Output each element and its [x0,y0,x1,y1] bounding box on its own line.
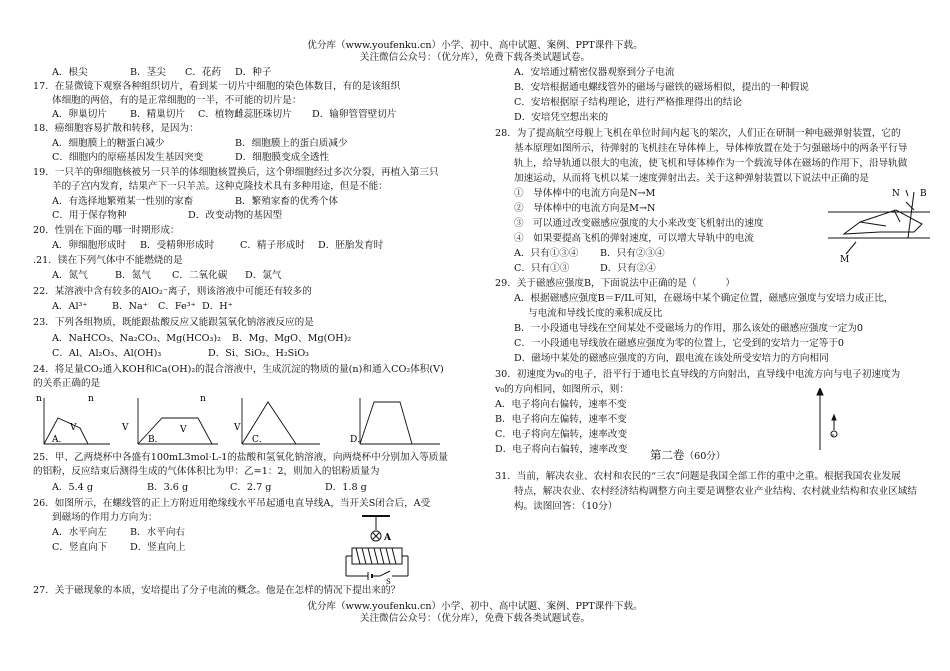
q19-option-b: B．繁殖家畜的优秀个体 [235,196,338,207]
q26-stem-2: 到磁场的作用力方向为： [52,512,158,523]
q24-graph-b-axis-v2: V [180,425,187,435]
q25-option-c: C．2.7 g [230,482,272,493]
q30-option-b: B．电子将向左偏转，速率不变 [495,414,627,425]
q28-stem-4: 加速运动，从而将飞机以某一速度弹射出去。关于这种弹射装置以下说法中正确的是 [514,173,869,184]
q22-option-b: B．Na⁺ [112,301,148,312]
q30-electron-label: e [832,432,835,437]
q17-option-d: D．输卵管管壁切片 [312,109,397,120]
q29-option-a-1: A．根据磁感应强度B＝F/IL可知，在磁场中某个确定位置，磁感应强度与安培力成正比， [514,293,894,304]
q26-wire-label: A [384,533,391,543]
q27-option-a: A．安培通过精密仪器观察到分子电流 [514,67,675,78]
q28-label-m: M [840,255,850,265]
q30-option-d: D．电子将向右偏转，速率改变 [495,444,628,455]
q16-option-a: A．根尖 [52,67,88,78]
q28-item-4: ④ 如果要提高飞机的弹射速度，可以增大导轨中的电流 [514,233,754,244]
q28-option-b: B．只有②③④ [600,248,665,259]
q17-option-c: C．植物雌蕊胚珠切片 [198,109,292,120]
q29-option-b: B．一小段通电导线在空间某处不受磁场力的作用，那么该处的磁感应强度一定为0 [514,323,863,334]
q26-stem-1: 26．如图所示，在螺线管的正上方附近用绝缘线水平吊起通电直导线A，当开关S闭合后，A受 [33,498,431,509]
q23-stem: 23．下列各组物质，既能跟盐酸反应又能跟氢氧化钠溶液反应的是 [33,317,314,328]
q31-stem-1: 31．当前，解决农业、农村和农民的“三农”问题是我国全部工作的重中之重。根据我国农业发展 [495,471,901,482]
q21-option-a: A．氮气 [52,270,88,281]
part2-title [650,450,726,462]
q27-stem: 27．关于磁现象的本质，安培提出了分子电流的概念。他是在怎样的情况下提出来的？ [33,585,401,596]
q28-label-b: B [920,189,927,199]
q28-stem-2: 基本原理如图所示，待弹射的飞机挂在导体棒上，导体棒放置在处于匀强磁场中的两条平行导 [514,143,908,154]
q23-option-d: D．Si、SiO₂、H₂SiO₃ [208,348,310,359]
q22-stem: 22．某溶液中含有较多的AlO₂⁻离子，则该溶液中可能还有较多的 [33,286,312,297]
q18-option-c: C．细胞内的原癌基因发生基因突变 [52,152,204,163]
q25-option-b: B．3.6 g [147,482,189,493]
q20-stem: 20．性别在下面的哪一时期形成： [33,225,180,236]
q25-stem-2: 的铝粉，反应结束后测得生成的气体体积比为甲：乙=1：2，则加入的铝粉质量为 [33,466,380,477]
q25-option-d: D．1.8 g [325,482,367,493]
q24-graph-d-label: D． [350,435,367,445]
q19-stem-1: 19．一只羊的卵细胞核被另一只羊的体细胞核置换后，这个卵细胞经过多次分裂，再植入第三只 [33,167,439,178]
q26-option-d: D．竖直向上 [130,542,186,553]
q24-graph-c-label: C． [252,435,268,445]
q24-graphs [30,392,450,450]
q23-option-a: A．NaHCO₃、Na₂CO₃、Mg(HCO₃)₂ [52,333,221,344]
q22-option-a: A．Al³⁺ [52,301,88,312]
q24-graph-c-axis-v: V [234,423,241,433]
q28-option-a: A．只有①③④ [514,248,579,259]
q16-option-b: B．茎尖 [130,67,166,78]
q30-option-a: A．电子将向右偏转，速率不变 [495,399,627,410]
q24-graph-b-axis-n: n [88,394,94,404]
q24-graph-b-label: B． [148,435,164,445]
q28-stem-3: 轨上，给导轨通以很大的电流，使飞机和导体棒作为一个载流导体在磁场的作用下，沿导轨做 [514,158,908,169]
q21-option-d: D．氯气 [245,270,282,281]
q24-graph-a-axis-v: V [70,423,77,433]
footer-line-2: 关注微信公众号：（优分库），免费下载各类试题试卷。 [359,613,591,624]
q31-stem-3: 构。读图回答：（10分） [514,501,618,512]
q30-stem-2: v₀的方向相同，如图所示，则： [495,384,629,395]
q30-wire-figure [812,388,852,452]
q26-option-c: C．竖直向下 [52,542,108,553]
q28-stem-1: 28．为了提高航空母舰上飞机在单位时间内起飞的架次，人们正在研制一种电磁弹射装置，它的 [495,128,901,139]
q26-switch-label: S [386,578,391,584]
q23-option-b: B．Mg、MgO、Mg(OH)₂ [232,333,352,344]
q20-option-c: C．精子形成时 [240,240,305,251]
header-line-2: 关注微信公众号：（优分库），免费下载各类试题试卷。 [359,52,591,63]
q25-stem-1: 25．甲、乙两烧杯中各盛有100mL3mol·L-1的盐酸和氢氧化钠溶液，向两烧杯中分别加入等质量 [33,452,448,463]
q31-stem-2: 特点，解决农业、农村经济结构调整方向主要是调整农业产业结构、农村就业结构和农业区域结 [514,486,917,497]
q28-catapult-figure [826,182,934,268]
q24-graph-a-axis-n: n [36,394,42,404]
part2-score: （60分） [684,451,726,462]
footer-line-1: 优分库（www.youfenku.cn）小学、初中、高中试题、案例、PPT课件下载。 [307,601,643,612]
q21-option-b: B．氮气 [115,270,151,281]
q30-stem-1: 30．初速度为v₀的电子，沿平行于通电长直导线的方向射出，直导线中电流方向与电子初速度为 [495,369,901,380]
q17-option-a: A．卵巢切片 [52,109,107,120]
q22-option-c: C．Fe³⁺ [158,301,196,312]
q26-option-a: A．水平向左 [52,527,107,538]
q28-option-c: C．只有①③ [514,263,570,274]
q21-stem: .21．镁在下列气体中不能燃烧的是 [33,255,183,266]
q27-option-d: D．安培凭空想出来的 [514,112,609,123]
q29-stem: 29．关于磁感应强度B，下面说法中正确的是（ ） [495,278,735,289]
q20-option-a: A．卵细胞形成时 [52,240,127,251]
q29-option-c: C．一小段通电导线放在磁感应强度为零的位置上，它受到的安培力一定等于0 [514,338,845,349]
q22-option-d: D．H⁺ [202,301,233,312]
q21-option-c: C．二氧化碳 [172,270,228,281]
q28-label-n: N [892,189,900,199]
q20-option-d: D．胚胎发育时 [318,240,384,251]
q29-option-d: D．磁场中某处的磁感应强度的方向，跟电流在该处所受安培力的方向相同 [514,353,829,364]
q24-graph-b-axis-v: V [122,423,129,433]
part2-title-text: 第二卷 [650,448,685,462]
q20-option-b: B．受精卵形成时 [140,240,215,251]
q17-option-b: B．精巢切片 [130,109,186,120]
q18-option-b: B．细胞膜上的蛋白质减少 [235,138,348,149]
q29-option-a-2: 与电流和导线长度的乘积成反比 [528,308,663,319]
q19-option-a: A．有选择地繁殖某一性别的家畜 [52,196,194,207]
q23-option-c: C．Al、Al₂O₃、Al(OH)₃ [52,348,162,359]
q26-option-b: B．水平向右 [130,527,186,538]
q18-option-a: A．细胞膜上的糖蛋白减少 [52,138,165,149]
q16-option-c: C．花药 [185,67,222,78]
q25-option-a: A．5.4 g [52,482,93,493]
q30-option-c: C．电子将向左偏转，速率改变 [495,429,628,440]
q28-item-3: ③ 可以通过改变磁感应强度的大小来改变飞机射出的速度 [514,218,764,229]
q24-stem-2: 的关系正确的是 [33,378,101,389]
q19-option-d: D．改变动物的基因型 [188,210,283,221]
q24-stem-1: 24．将足量CO₂通入KOH和Ca(OH)₂的混合溶液中，生成沉淀的物质的量(n)和通入CO₂体积(V) [33,364,444,375]
q17-stem-2: 体细胞的两倍，有的是正常细胞的一半，不可能的切片是： [52,95,302,106]
q24-graph-c-axis-n: n [200,394,206,404]
q19-stem-2: 羊的子宫内发育，结果产下一只羊羔。这种克隆技术具有多种用途，但是不能： [52,181,388,192]
q26-solenoid-figure [342,512,412,584]
q28-item-2: ② 导体棒中的电流方向是M→N [514,203,656,214]
q27-option-b: B．安培根据通电螺线管外的磁场与磁铁的磁场相似，提出的一种假说 [514,82,809,93]
q28-item-1: ① 导体棒中的电流方向是N→M [514,188,656,199]
q28-option-d: D．只有②④ [600,263,656,274]
q16-option-d: D．种子 [235,67,272,78]
q27-option-c: C．安培根据原子结构理论，进行严格推理得出的结论 [514,97,742,108]
header-line-1: 优分库（www.youfenku.cn）小学、初中、高中试题、案例、PPT课件下载。 [307,40,643,51]
q24-graph-a-label: A． [52,435,68,445]
q17-stem-1: 17．在显微镜下观察各种组织切片，看到某一切片中细胞的染色体数目，有的是该组织 [33,81,401,92]
q18-stem: 18．癌细胞容易扩散和转移，是因为： [33,123,199,134]
q18-option-d: D．细胞膜变成全透性 [235,152,330,163]
q19-option-c: C．用于保存物种 [52,210,127,221]
